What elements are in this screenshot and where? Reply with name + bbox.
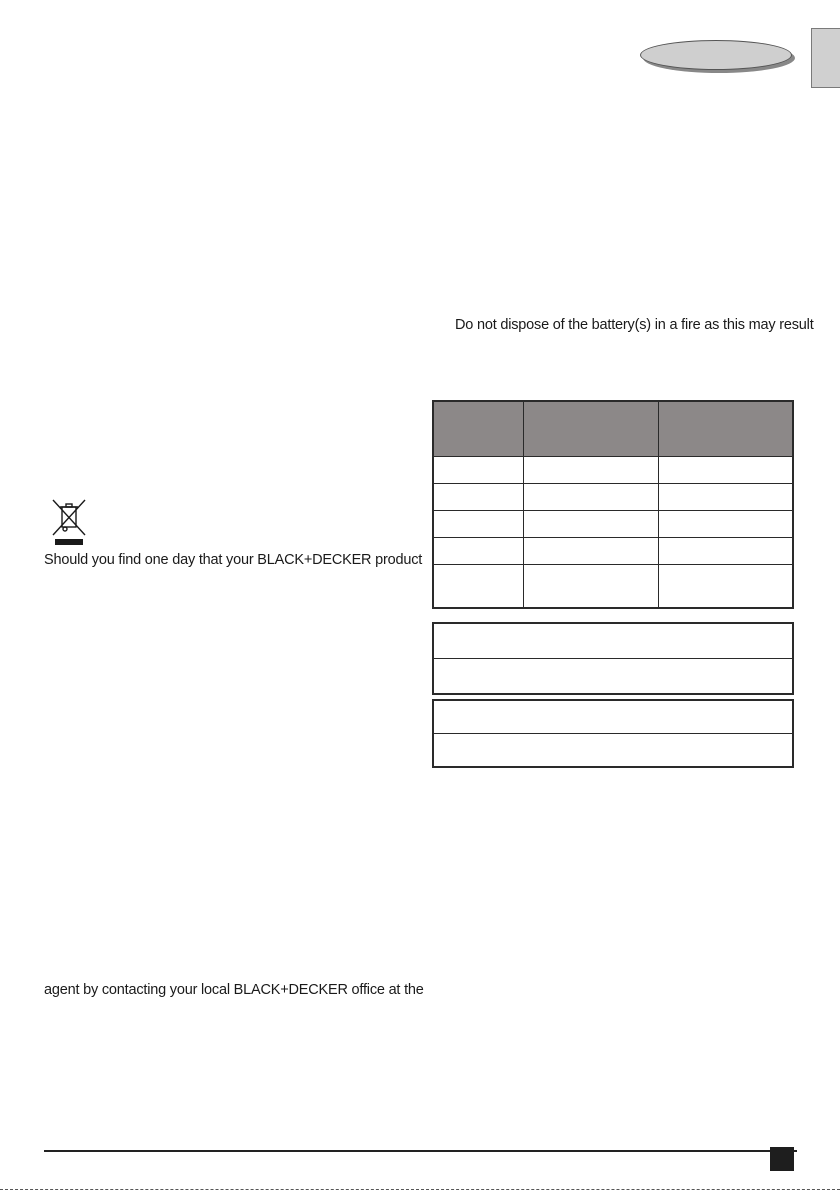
spec-table	[432, 400, 794, 609]
table-header-row	[433, 401, 793, 457]
table-cell	[659, 565, 794, 609]
info-box-2	[432, 699, 794, 768]
table-cell	[524, 511, 659, 538]
table-cell	[659, 538, 794, 565]
table-cell	[433, 484, 524, 511]
table-cell	[433, 565, 524, 609]
table-cell	[433, 700, 793, 734]
table-row	[433, 623, 793, 659]
table-header-cell	[524, 401, 659, 457]
crossed-out-bin-icon	[50, 497, 88, 547]
table-header-cell	[433, 401, 524, 457]
table-cell	[433, 659, 793, 695]
table-row	[433, 538, 793, 565]
table-row	[433, 659, 793, 695]
crop-line	[0, 1189, 840, 1190]
language-tab	[811, 28, 840, 88]
table-cell	[659, 457, 794, 484]
table-cell	[524, 565, 659, 609]
footer-rule	[44, 1150, 797, 1152]
section-header-oval	[640, 40, 792, 70]
table-cell	[433, 538, 524, 565]
table-cell	[524, 457, 659, 484]
table-row	[433, 734, 793, 768]
table-row	[433, 511, 793, 538]
service-agent-text: agent by contacting your local BLACK+DECKER office at the	[44, 982, 424, 998]
table-cell	[659, 484, 794, 511]
battery-disposal-text: Do not dispose of the battery(s) in a fire as this may result	[455, 317, 814, 333]
table-cell	[433, 457, 524, 484]
table-row	[433, 700, 793, 734]
table-cell	[524, 484, 659, 511]
table-row	[433, 457, 793, 484]
table-cell	[433, 734, 793, 768]
table-header-cell	[659, 401, 794, 457]
info-box-1	[432, 622, 794, 695]
table-cell	[659, 511, 794, 538]
table-row	[433, 565, 793, 609]
table-cell	[524, 538, 659, 565]
product-disposal-text: Should you find one day that your BLACK+DECKER product	[44, 552, 423, 568]
page-number-box	[770, 1147, 794, 1171]
table-row	[433, 484, 793, 511]
table-cell	[433, 511, 524, 538]
table-cell	[433, 623, 793, 659]
